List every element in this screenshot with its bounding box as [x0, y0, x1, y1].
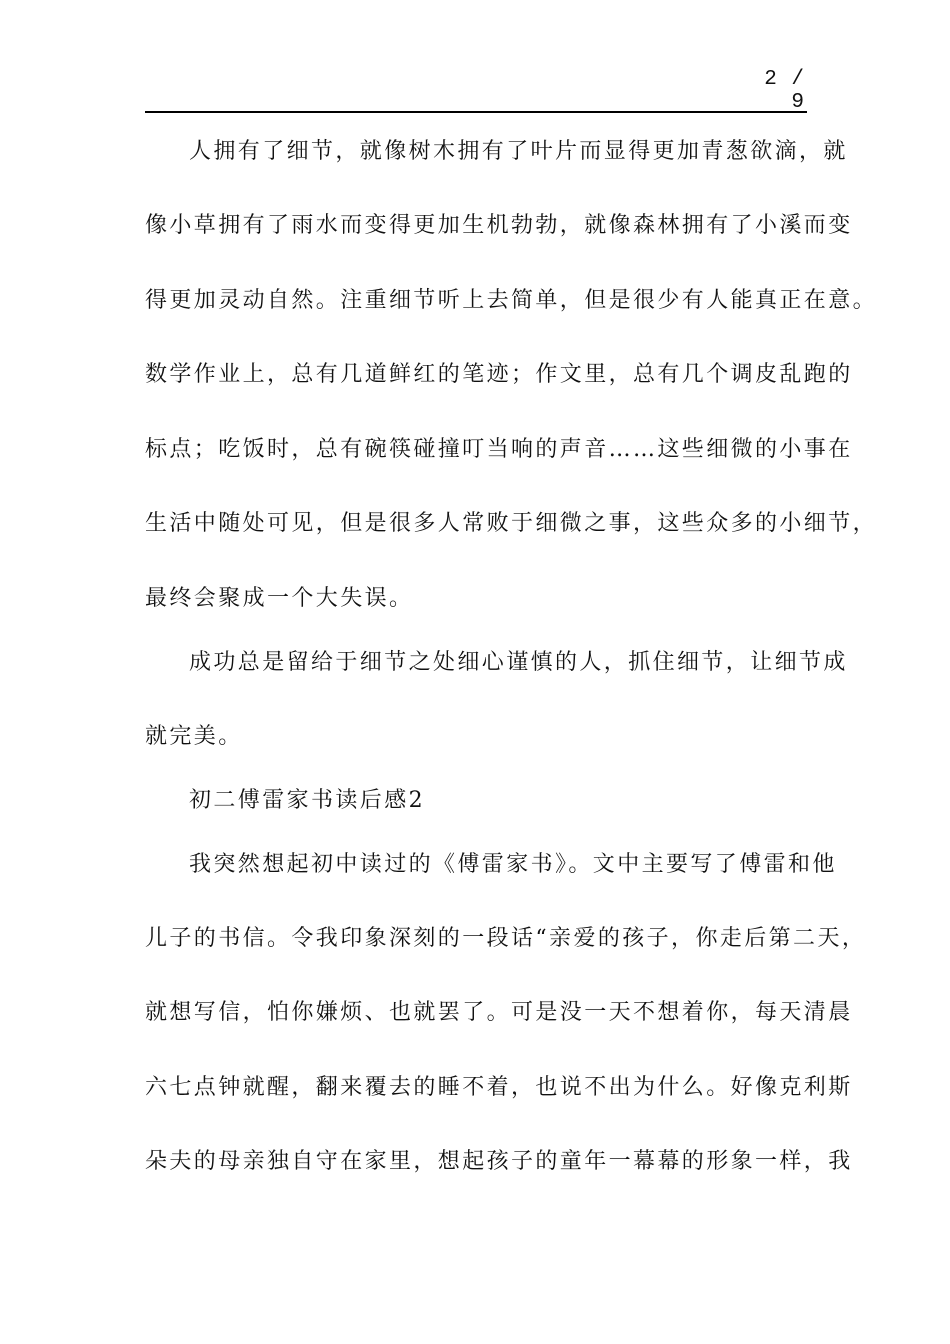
- text-line: 像小草拥有了雨水而变得更加生机勃勃，就像森林拥有了小溪而变: [145, 213, 853, 238]
- page-number: 2 / 9: [764, 68, 805, 114]
- header-rule: [145, 111, 807, 113]
- text-line: 我突然想起初中读过的《傅雷家书》。文中主要写了傅雷和他: [189, 852, 837, 877]
- section-heading: 初二傅雷家书读后感2: [189, 788, 425, 813]
- text-line: 数学作业上，总有几道鲜红的笔迹；作文里，总有几个调皮乱跑的: [145, 362, 853, 387]
- text-line: 就完美。: [145, 724, 243, 749]
- text-line: 就想写信，怕你嫌烦、也就罢了。可是没一天不想着你，每天清晨: [145, 1000, 853, 1025]
- text-line: 最终会聚成一个大失误。: [145, 586, 414, 611]
- text-line: 成功总是留给于细节之处细心谨慎的人，抓住细节，让细节成: [189, 650, 848, 675]
- text-line: 朵夫的母亲独自守在家里，想起孩子的童年一幕幕的形象一样，我: [145, 1149, 853, 1174]
- text-line: 儿子的书信。令我印象深刻的一段话“亲爱的孩子，你走后第二天，: [145, 926, 867, 951]
- text-line: 标点；吃饭时，总有碗筷碰撞叮当响的声音……这些细微的小事在: [145, 437, 853, 462]
- text-line: 生活中随处可见，但是很多人常败于细微之事，这些众多的小细节，: [145, 511, 878, 536]
- text-line: 得更加灵动自然。注重细节听上去简单，但是很少有人能真正在意。: [145, 288, 878, 313]
- text-line: 人拥有了细节，就像树木拥有了叶片而显得更加青葱欲滴，就: [189, 139, 848, 164]
- text-line: 六七点钟就醒，翻来覆去的睡不着，也说不出为什么。好像克利斯: [145, 1075, 853, 1100]
